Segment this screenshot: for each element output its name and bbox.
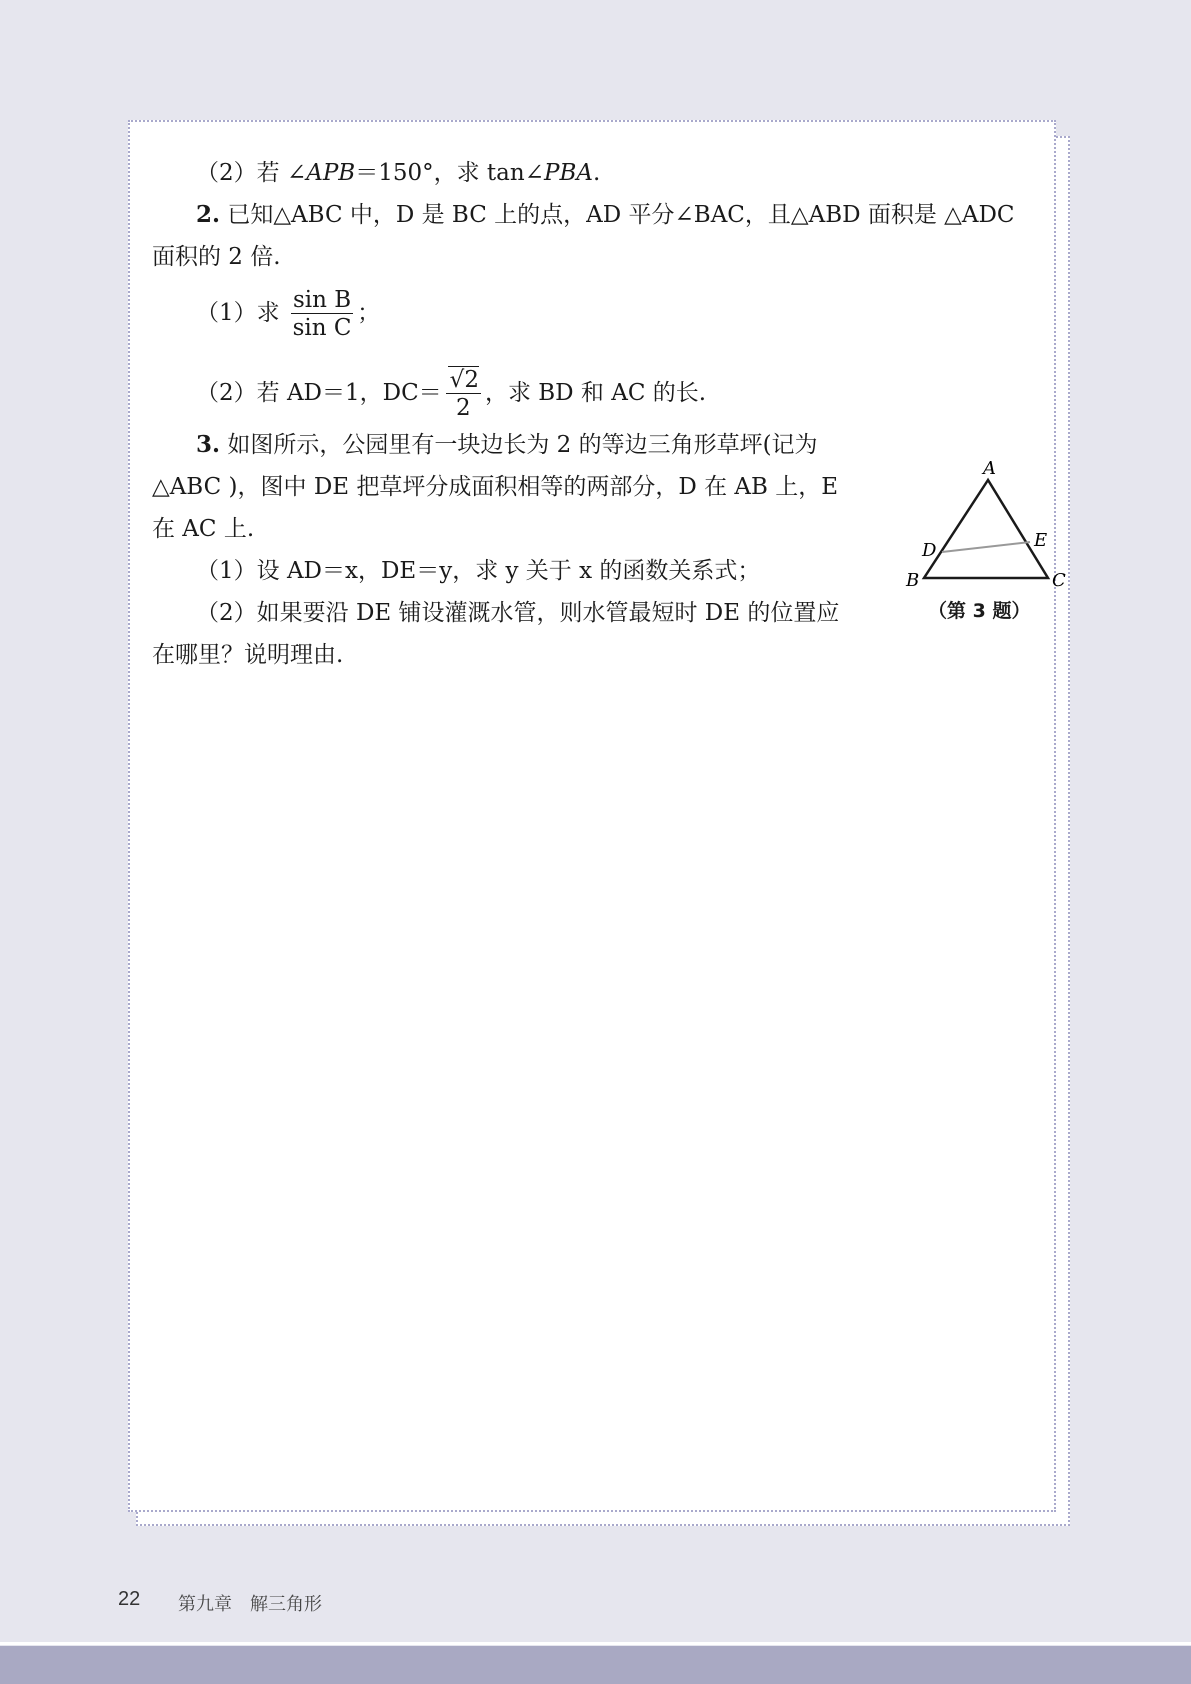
fraction-sqrt2-over-2: $\frac{√2}{2}$ — [446, 367, 481, 422]
problem3-line2: △ABC )，图中 DE 把草坪分成面积相等的两部分，D 在 AB 上，E — [152, 474, 839, 500]
fraction-sinb-sinc: $\frac{\text{sin B}}{\text{sin C}}$ — [292, 286, 352, 341]
bottom-divider — [0, 1642, 1191, 1645]
problem2-part1: （1）求 $\frac{\text{sin B}}{\text{sin C}}$ ； — [196, 286, 381, 341]
label-c: C — [1052, 570, 1066, 591]
page-card — [128, 120, 1066, 1512]
page-number: 22 — [118, 1588, 141, 1610]
problem3-part2: （2）如果要沿 DE 铺设灌溉水管，则水管最短时 DE 的位置应 — [196, 600, 840, 626]
bottom-bar — [0, 1646, 1191, 1684]
problem3-part1: （1）设 AD＝x，DE＝y，求 y 关于 x 的函数关系式； — [196, 558, 761, 584]
label-d: D — [922, 540, 937, 561]
triangle-abc — [924, 480, 1048, 578]
figure-caption: （第 3 题） — [928, 600, 1031, 622]
problem1-part2: （2）若 ∠APB＝150°，求 tan∠PBA. — [196, 160, 601, 186]
chapter-title: 第九章 解三角形 — [178, 1594, 322, 1615]
segment-de — [942, 542, 1030, 552]
label-b: B — [906, 570, 920, 591]
problem2-line2: 面积的 2 倍. — [152, 244, 281, 270]
problem2-line1: 2. 已知△ABC 中，D 是 BC 上的点，AD 平分∠BAC，且△ABD 面积是 △ADC — [196, 201, 1015, 228]
label-e: E — [1034, 530, 1048, 551]
problem3-part2-cont: 在哪里？说明理由. — [152, 642, 344, 668]
label-a: A — [983, 458, 996, 479]
problem3-line1: 3. 如图所示，公园里有一块边长为 2 的等边三角形草坪(记为 — [196, 431, 818, 458]
problem2-part2: （2）若 AD＝1，DC＝ $\frac{√2}{2}$ ，求 BD 和 AC 的长. — [196, 366, 707, 421]
problem3-line3: 在 AC 上. — [152, 516, 255, 542]
